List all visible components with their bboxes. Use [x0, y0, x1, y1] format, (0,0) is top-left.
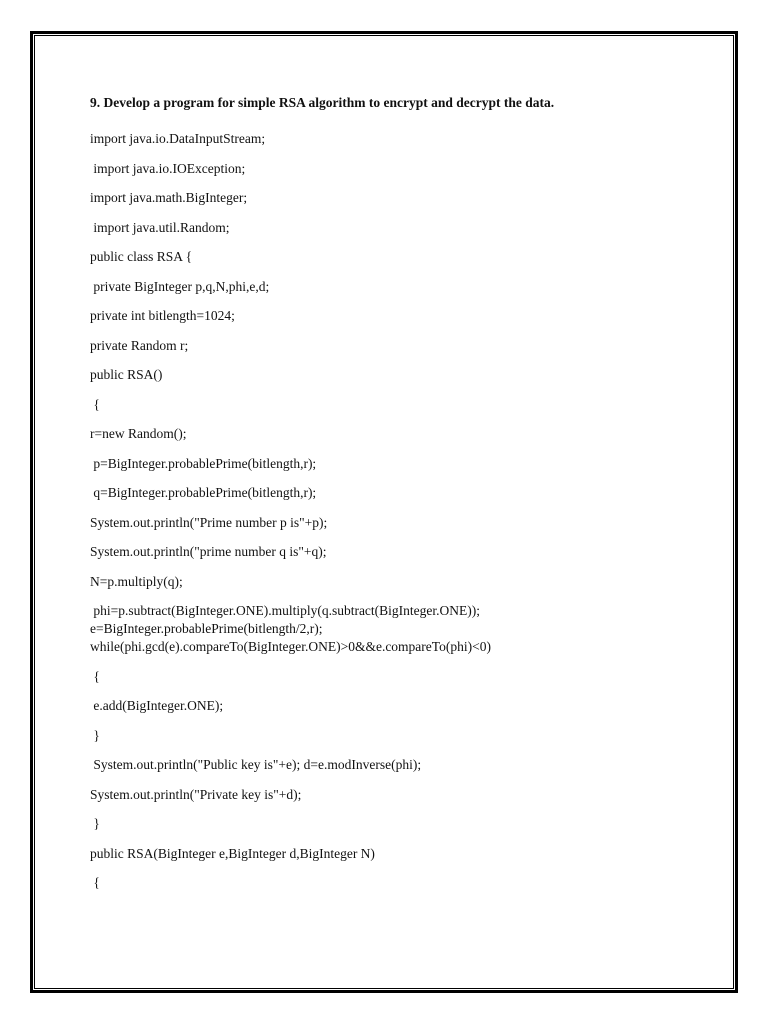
code-line: private BigInteger p,q,N,phi,e,d;	[90, 278, 270, 294]
code-line: System.out.println("Prime number p is"+p);	[90, 514, 328, 530]
code-line: public RSA(BigInteger e,BigInteger d,BigInteger N)	[90, 845, 375, 861]
code-line: phi=p.subtract(BigInteger.ONE).multiply(q.subtract(BigInteger.ONE));	[90, 603, 481, 618]
code-line: import java.math.BigInteger;	[90, 190, 248, 205]
code-line: {	[90, 668, 100, 684]
code-line: public class RSA {	[90, 249, 193, 264]
code-line: System.out.println("Public key is"+e); d=e.modInverse(phi);	[90, 757, 422, 772]
section-heading: 9. Develop a program for simple RSA algorithm to encrypt and decrypt the data.	[90, 95, 555, 110]
code-line: }	[90, 727, 100, 743]
code-line: r=new Random();	[90, 426, 187, 441]
code-line: private Random r;	[90, 337, 189, 353]
document-content	[90, 94, 710, 904]
code-line: {	[90, 875, 100, 890]
code-line: q=BigInteger.probablePrime(bitlength,r);	[90, 485, 317, 500]
code-line: import java.io.IOException;	[90, 160, 246, 176]
code-line: public RSA()	[90, 367, 163, 382]
code-line: e=BigInteger.probablePrime(bitlength/2,r);	[90, 621, 323, 636]
code-line: {	[90, 396, 100, 412]
code-line: System.out.println("prime number q is"+q);	[90, 544, 327, 559]
code-line: private int bitlength=1024;	[90, 308, 235, 323]
code-line: import java.io.DataInputStream;	[90, 131, 266, 146]
code-listing	[90, 130, 710, 892]
code-line: import java.util.Random;	[90, 219, 230, 235]
code-line: N=p.multiply(q);	[90, 573, 183, 589]
code-line: e.add(BigInteger.ONE);	[90, 698, 224, 713]
code-line: p=BigInteger.probablePrime(bitlength,r);	[90, 455, 317, 471]
code-line: }	[90, 816, 100, 831]
code-line: while(phi.gcd(e).compareTo(BigInteger.ONE)>0&&e.compareTo(phi)<0)	[90, 639, 491, 654]
code-line: System.out.println("Private key is"+d);	[90, 786, 302, 802]
